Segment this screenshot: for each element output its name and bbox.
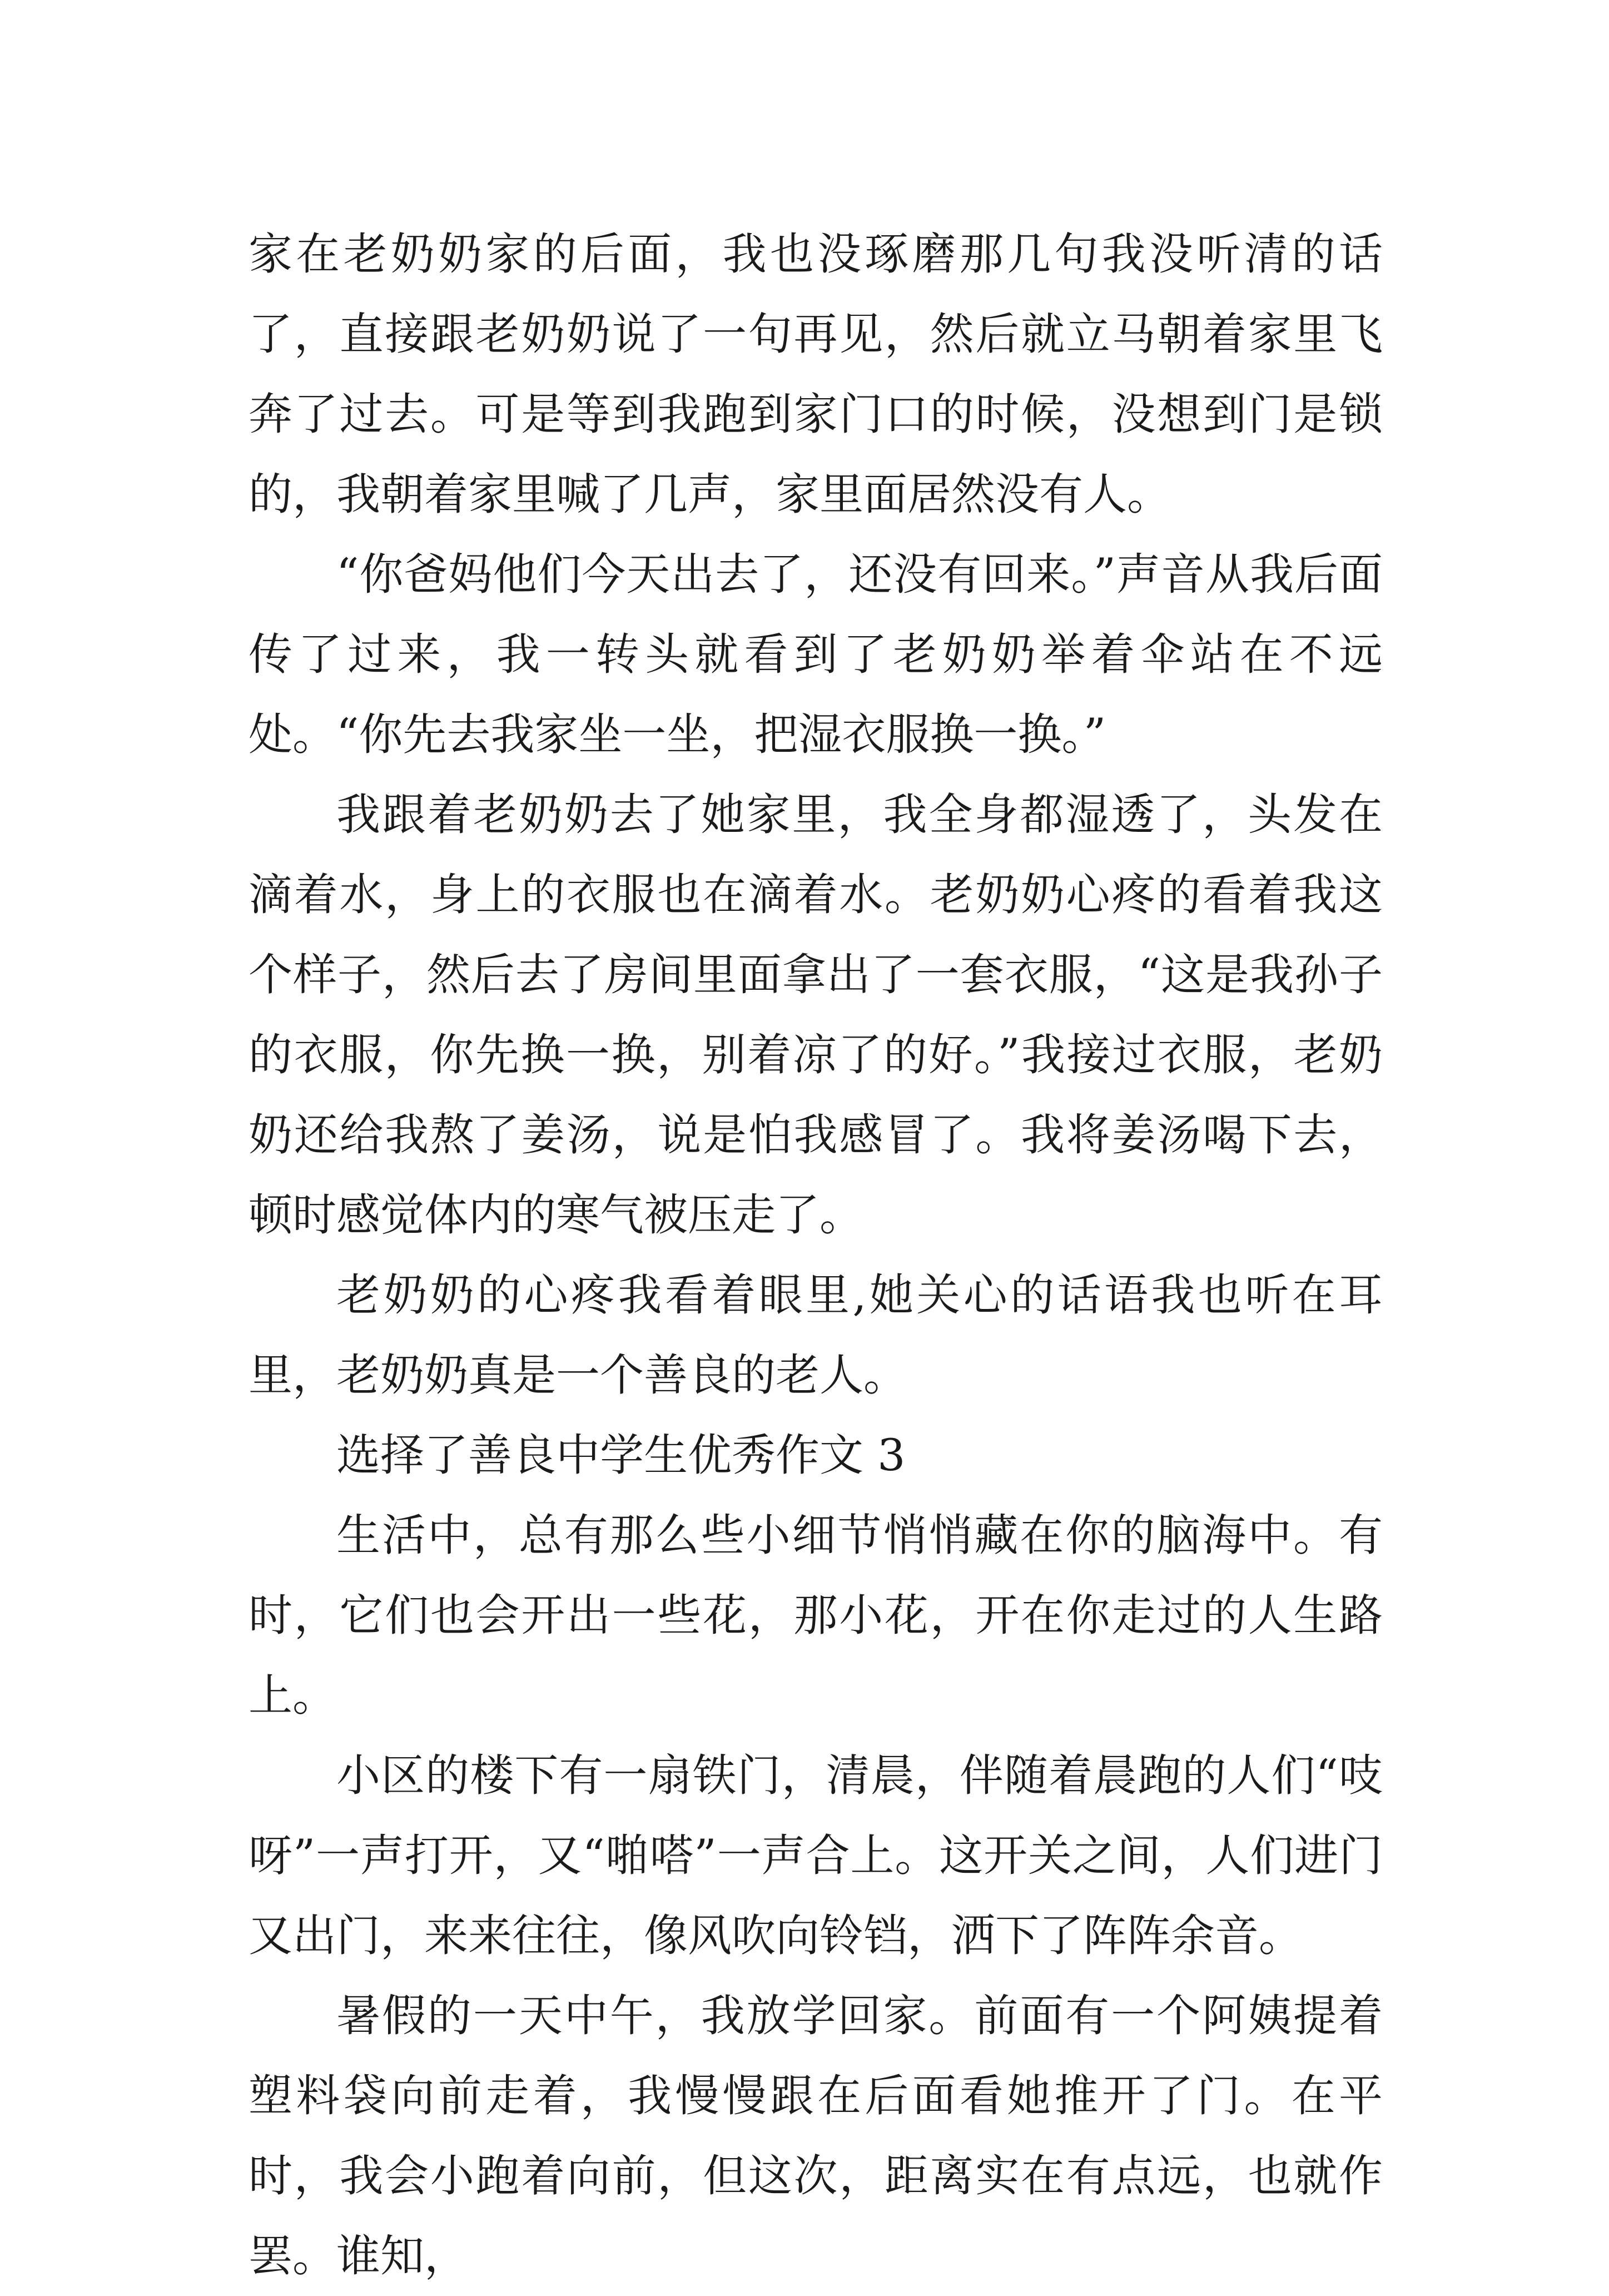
paragraph: 小区的楼下有一扇铁门，清晨，伴随着晨跑的人们“吱呀”一声打开，又“啪嗒”一声合上。这开关之间，人们进门又出门，来来往往，像风吹向铃铛，洒下了阵阵余音。: [249, 1750, 1383, 1961]
paragraph: “你爸妈他们今天出去了，还没有回来。”声音从我后面传了过来，我一转头就看到了老奶奶举着伞站在不远处。“你先去我家坐一坐，把湿衣服换一换。”: [249, 549, 1383, 760]
section-heading: 选择了善良中学生优秀作文 3: [336, 1430, 906, 1481]
paragraph: 生活中，总有那么些小细节悄悄藏在你的脑海中。有时，它们也会开出一些花，那小花，开在你走过的人生路上。: [249, 1510, 1383, 1721]
paragraph: 家在老奶奶家的后面，我也没琢磨那几句我没听清的话了，直接跟老奶奶说了一句再见，然后就立马朝着家里飞奔了过去。可是等到我跑到家门口的时候，没想到门是锁的，我朝着家里喊了几声，家里面居然没有人。: [249, 229, 1383, 520]
paragraph: 我跟着老奶奶去了她家里，我全身都湿透了，头发在滴着水，身上的衣服也在滴着水。老奶奶心疼的看着我这个样子，然后去了房间里面拿出了一套衣服，“这是我孙子的衣服，你先换一换，别着凉了的好。”我接过衣服，老奶奶还给我熬了姜汤，说是怕我感冒了。我将姜汤喝下去，顿时感觉体内的寒气被压走了。: [249, 789, 1383, 1241]
paragraph: 老奶奶的心疼我看着眼里,她关心的话语我也听在耳里，老奶奶真是一个善良的老人。: [249, 1270, 1383, 1401]
body-text: [249, 214, 1383, 2296]
paragraph: 暑假的一天中午，我放学回家。前面有一个阿姨提着塑料袋向前走着，我慢慢跟在后面看她推开了门。在平时，我会小跑着向前，但这次，距离实在有点远，也就作罢。谁知，: [249, 1990, 1383, 2282]
